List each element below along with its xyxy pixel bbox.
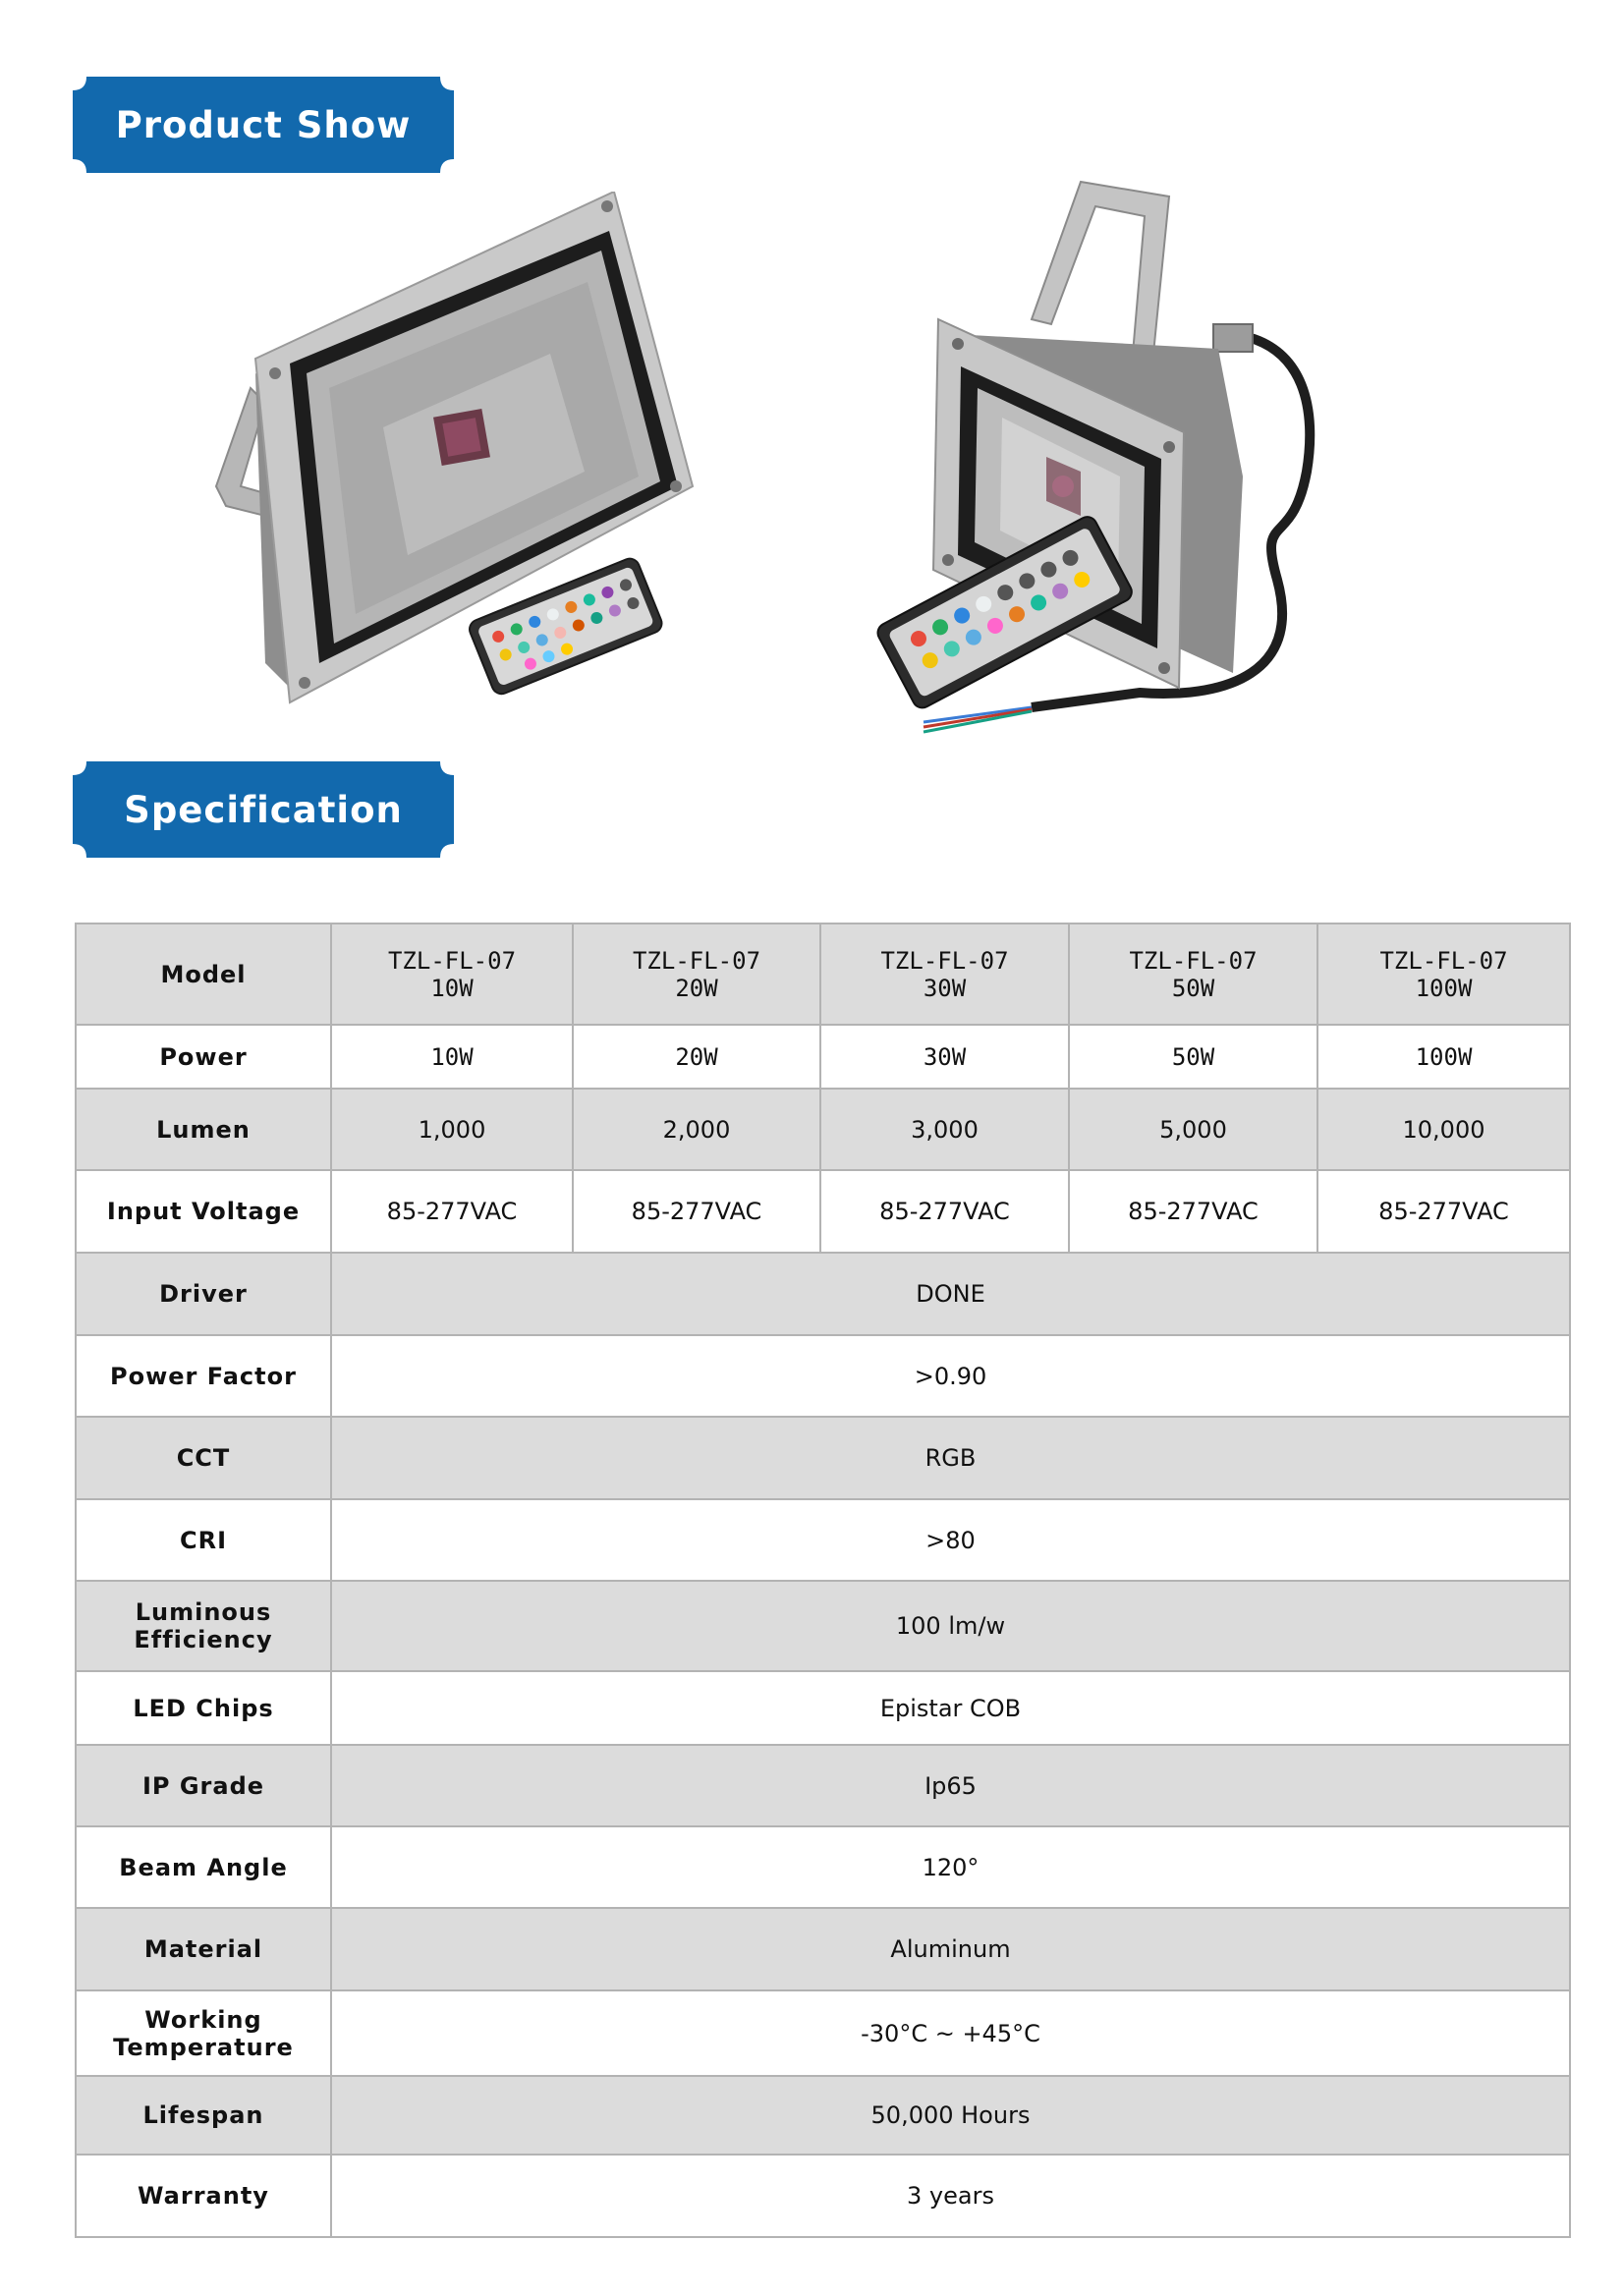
table-cell: 100W: [1317, 1025, 1570, 1089]
model-name: TZL-FL-07: [1379, 946, 1508, 975]
table-row-lifespan: [76, 2076, 1570, 2155]
model-cell: [820, 924, 1069, 1025]
section-title-specification: Specification: [124, 788, 403, 831]
table-row-input-voltage: [76, 1170, 1570, 1253]
table-row-luminous-efficiency: [76, 1581, 1570, 1671]
table-cell: 50,000 Hours: [331, 2076, 1570, 2155]
table-cell: 85-277VAC: [1069, 1170, 1317, 1253]
table-cell: 3,000: [820, 1089, 1069, 1170]
table-row-warranty: [76, 2155, 1570, 2237]
model-name: TZL-FL-07: [880, 946, 1009, 975]
table-cell: 85-277VAC: [573, 1170, 820, 1253]
table-cell: Ip65: [331, 1745, 1570, 1826]
row-label-lifespan: Lifespan: [76, 2076, 331, 2155]
row-label-cct: CCT: [76, 1417, 331, 1499]
row-label-luminous-efficiency: [76, 1581, 331, 1671]
model-wattage: 30W: [923, 974, 967, 1002]
table-cell: 1,000: [331, 1089, 573, 1170]
row-label-material: Material: [76, 1908, 331, 1990]
model-cell: [1069, 924, 1317, 1025]
table-row-beam-angle: [76, 1826, 1570, 1908]
table-row-lumen: [76, 1089, 1570, 1170]
model-name: TZL-FL-07: [1129, 946, 1258, 975]
model-wattage: 20W: [675, 974, 718, 1002]
model-cell: [1317, 924, 1570, 1025]
row-label-beam-angle: Beam Angle: [76, 1826, 331, 1908]
table-cell: 85-277VAC: [820, 1170, 1069, 1253]
table-row-cri: [76, 1499, 1570, 1581]
section-title-product-show: Product Show: [115, 103, 412, 146]
table-row-ip-grade: [76, 1745, 1570, 1826]
table-cell: >0.90: [331, 1335, 1570, 1417]
model-name: TZL-FL-07: [632, 946, 761, 975]
table-row-cct: [76, 1417, 1570, 1499]
table-cell: Aluminum: [331, 1908, 1570, 1990]
table-cell: 120°: [331, 1826, 1570, 1908]
row-label-lumen: Lumen: [76, 1089, 331, 1170]
specification-banner: [73, 761, 454, 858]
table-row-model: [76, 924, 1570, 1025]
table-cell: 85-277VAC: [1317, 1170, 1570, 1253]
model-wattage: 100W: [1415, 974, 1473, 1002]
row-label-input-voltage: Input Voltage: [76, 1170, 331, 1253]
row-label-led-chips: LED Chips: [76, 1671, 331, 1745]
table-cell: RGB: [331, 1417, 1570, 1499]
model-wattage: 10W: [430, 974, 474, 1002]
table-row-power: [76, 1025, 1570, 1089]
label-line: Working: [144, 2005, 262, 2034]
table-row-material: [76, 1908, 1570, 1990]
model-name: TZL-FL-07: [387, 946, 517, 975]
label-line: Temperature: [113, 2033, 294, 2061]
table-cell: 100 lm/w: [331, 1581, 1570, 1671]
table-cell: 85-277VAC: [331, 1170, 573, 1253]
table-cell: 2,000: [573, 1089, 820, 1170]
model-cell: [331, 924, 573, 1025]
floodlight-photo-1: [196, 192, 707, 722]
table-cell: 5,000: [1069, 1089, 1317, 1170]
table-row-led-chips: [76, 1671, 1570, 1745]
row-label-ip-grade: IP Grade: [76, 1745, 331, 1826]
table-cell: >80: [331, 1499, 1570, 1581]
table-cell: 30W: [820, 1025, 1069, 1089]
model-cell: [573, 924, 820, 1025]
row-label-model: Model: [76, 924, 331, 1025]
row-label-driver: Driver: [76, 1253, 331, 1335]
label-line: Luminous: [135, 1598, 272, 1626]
row-label-working-temperature: [76, 1990, 331, 2076]
table-row-working-temperature: [76, 1990, 1570, 2076]
model-wattage: 50W: [1171, 974, 1215, 1002]
table-cell: 10W: [331, 1025, 573, 1089]
table-cell: Epistar COB: [331, 1671, 1570, 1745]
specification-table: [75, 923, 1571, 2238]
table-cell: -30°C ~ +45°C: [331, 1990, 1570, 2076]
table-cell: 20W: [573, 1025, 820, 1089]
table-row-driver: [76, 1253, 1570, 1335]
label-line: Efficiency: [134, 1626, 273, 1653]
table-cell: 50W: [1069, 1025, 1317, 1089]
table-row-power-factor: [76, 1335, 1570, 1417]
product-show-banner: [73, 77, 454, 173]
table-cell: DONE: [331, 1253, 1570, 1335]
row-label-power: Power: [76, 1025, 331, 1089]
floodlight-photo-2: [845, 177, 1533, 806]
row-label-warranty: Warranty: [76, 2155, 331, 2237]
row-label-cri: CRI: [76, 1499, 331, 1581]
table-cell: 3 years: [331, 2155, 1570, 2237]
row-label-power-factor: Power Factor: [76, 1335, 331, 1417]
table-cell: 10,000: [1317, 1089, 1570, 1170]
